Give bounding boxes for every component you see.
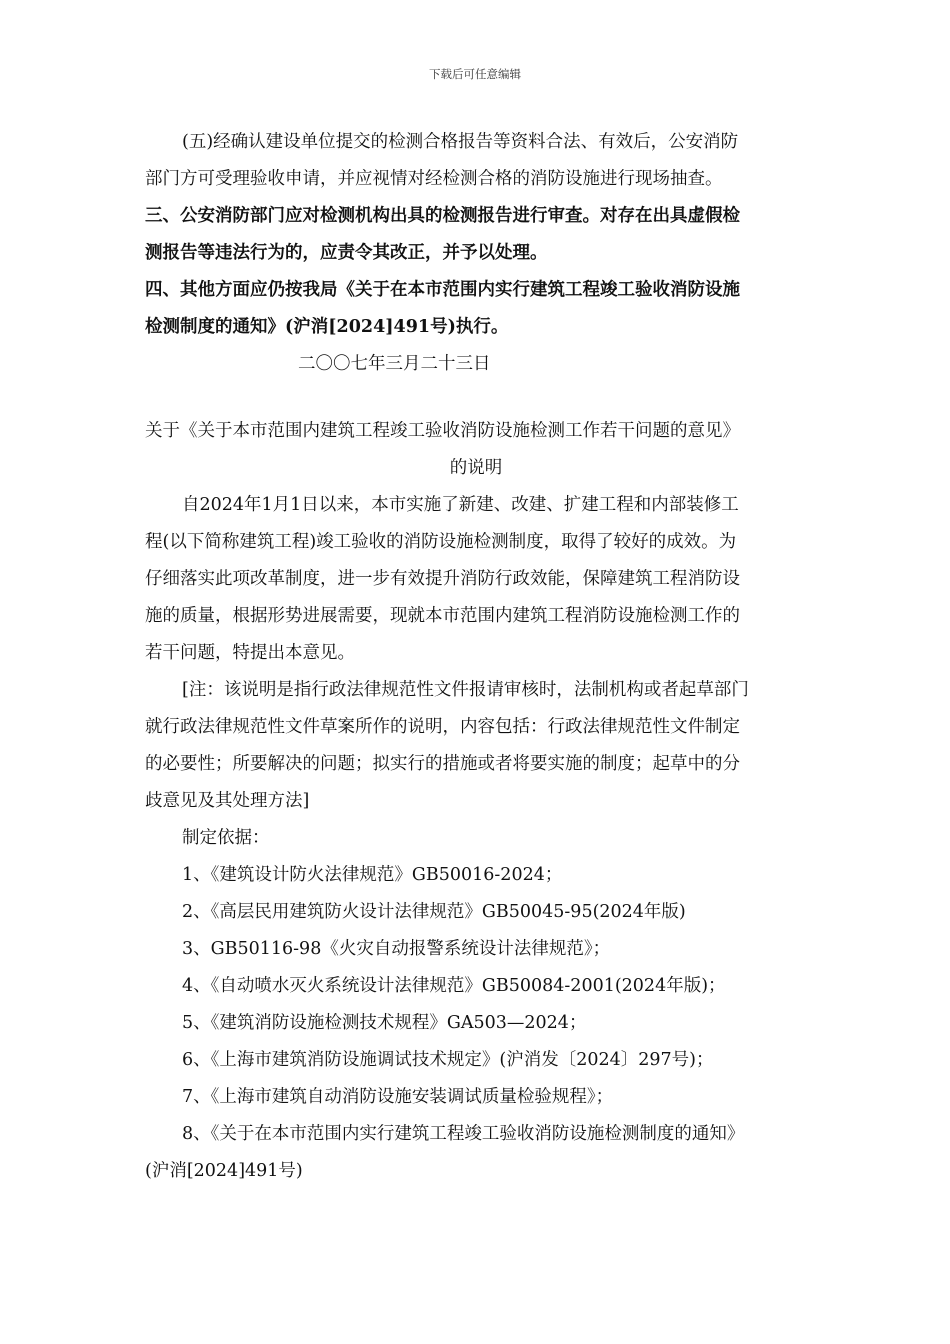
- paragraph-item3-line2: 测报告等违法行为的，应责令其改正，并予以处理。: [145, 243, 548, 263]
- explanation-title-line1: 关于《关于本市范围内建筑工程竣工验收消防设施检测工作若干问题的意见》: [145, 421, 740, 441]
- note-line2: 就行政法律规范性文件草案所作的说明，内容包括：行政法律规范性文件制定: [145, 717, 740, 737]
- basis-item-continuation: (沪消[2024]491号): [145, 1161, 303, 1181]
- explanation-title-line2: 的说明: [449, 458, 503, 478]
- document-date: 二〇〇七年三月二十三日: [298, 354, 491, 374]
- note-line4: 歧意见及其处理方法]: [145, 791, 310, 811]
- paragraph-item5-line1: (五)经确认建设单位提交的检测合格报告等资料合法、有效后，公安消防: [182, 132, 739, 152]
- intro-line5: 若干问题，特提出本意见。: [145, 643, 355, 663]
- basis-item: 3、GB50116-98《火灾自动报警系统设计法律规范》；: [182, 939, 611, 959]
- paragraph-item4-line2: 检测制度的通知》(沪消[2024]491号)执行。: [145, 317, 509, 337]
- basis-item: 5、《建筑消防设施检测技术规程》GA503—2024；: [182, 1013, 587, 1033]
- paragraph-item3-line1: 三、公安消防部门应对检测机构出具的检测报告进行审查。对存在出具虚假检: [145, 206, 740, 226]
- paragraph-item4-line1: 四、其他方面应仍按我局《关于在本市范围内实行建筑工程竣工验收消防设施: [145, 280, 740, 300]
- basis-item: 1、《建筑设计防火法律规范》GB50016-2024；: [182, 865, 563, 885]
- section-gap: [145, 383, 807, 413]
- note-line3: 的必要性；所要解决的问题；拟实行的措施或者将要实施的制度；起草中的分: [145, 754, 740, 774]
- page-header-note: 下载后可任意编辑: [429, 67, 521, 81]
- intro-line2: 程(以下简称建筑工程)竣工验收的消防设施检测制度，取得了较好的成效。为: [145, 532, 737, 552]
- basis-item: 6、《上海市建筑消防设施调试技术规定》(沪消发〔2024〕297号)；: [182, 1050, 714, 1070]
- intro-line4: 施的质量，根据形势进展需要，现就本市范围内建筑工程消防设施检测工作的: [145, 606, 740, 626]
- basis-item: 7、《上海市建筑自动消防设施安装调试质量检验规程》；: [182, 1087, 614, 1107]
- document-body: [145, 124, 807, 1190]
- basis-item: 2、《高层民用建筑防火设计法律规范》GB50045-95(2024年版): [182, 902, 686, 922]
- note-line1: [注：该说明是指行政法律规范性文件报请审核时，法制机构或者起草部门: [182, 680, 749, 700]
- basis-label: 制定依据：: [182, 828, 270, 848]
- intro-line3: 仔细落实此项改革制度，进一步有效提升消防行政效能，保障建筑工程消防设: [145, 569, 740, 589]
- paragraph-item5-line2: 部门方可受理验收申请，并应视情对经检测合格的消防设施进行现场抽查。: [145, 169, 723, 189]
- basis-item: 4、《自动喷水灭火系统设计法律规范》GB50084-2001(2024年版)；: [182, 976, 726, 996]
- intro-line1: 自2024年1月1日以来，本市实施了新建、改建、扩建工程和内部装修工: [182, 495, 739, 515]
- basis-item: 8、《关于在本市范围内实行建筑工程竣工验收消防设施检测制度的通知》: [182, 1124, 745, 1144]
